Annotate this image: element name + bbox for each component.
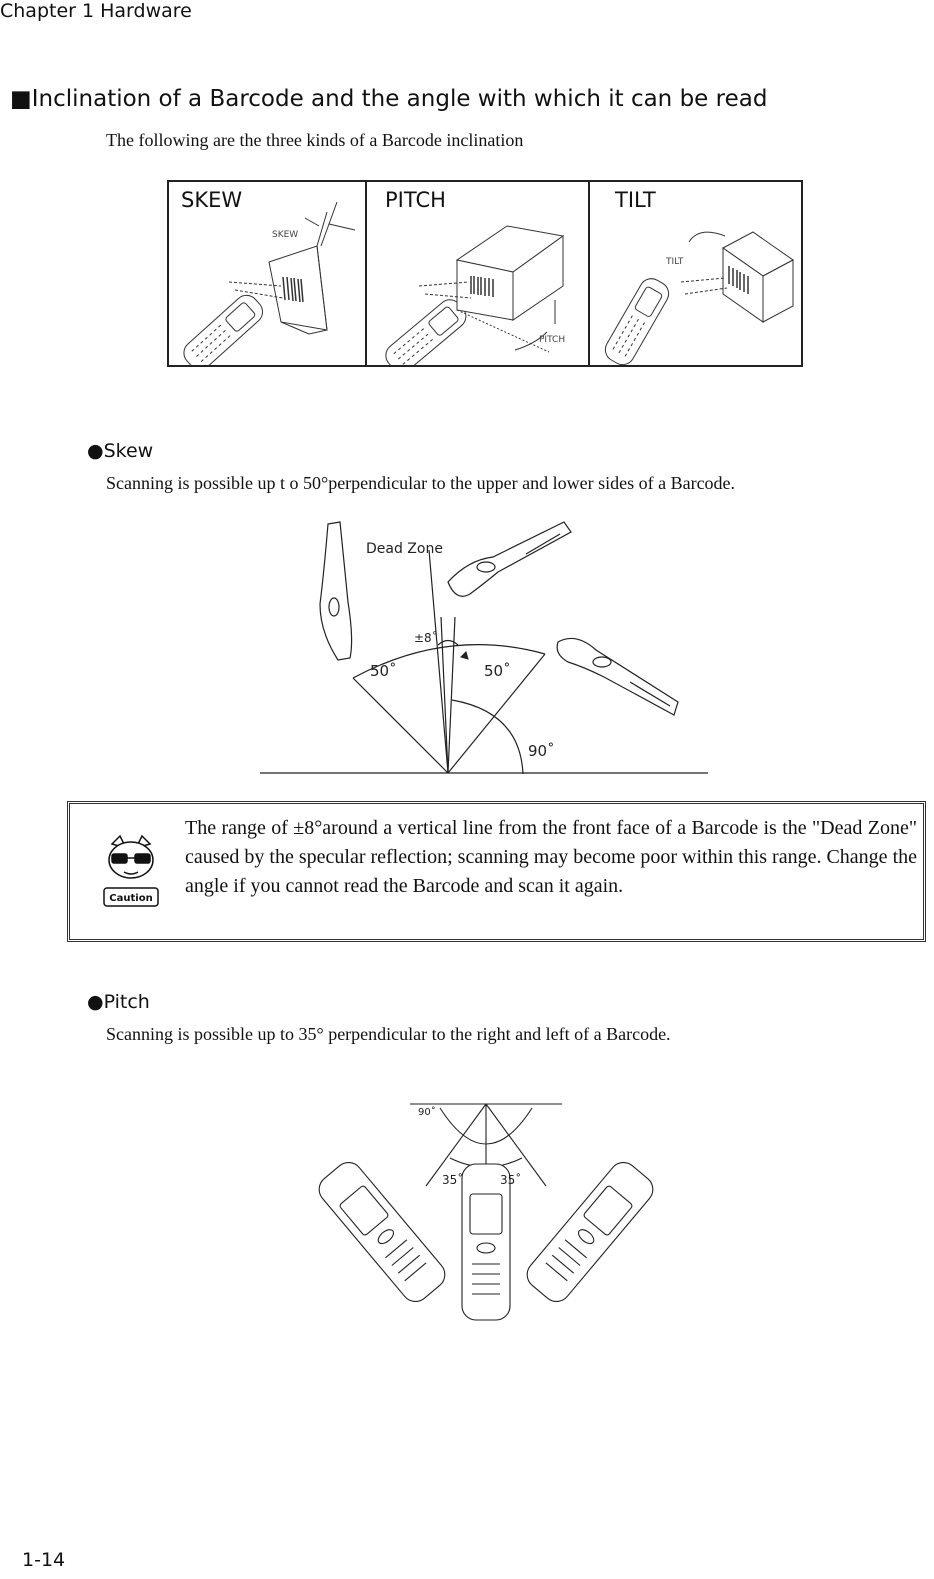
plus-minus-label: ±8˚ (414, 631, 438, 645)
arrow-head-icon (461, 652, 468, 659)
chapter-header: Chapter 1 Hardware (0, 0, 192, 22)
scanner-left-icon (313, 1157, 450, 1307)
caution-badge-label: Caution (109, 893, 153, 904)
skew-drawing (179, 202, 355, 365)
pitch-heading: ●Pitch (87, 991, 150, 1013)
caution-box (67, 801, 926, 942)
scanner-center-icon (462, 1164, 510, 1320)
tilt-panel-label: TILT (615, 188, 656, 212)
ninety-angle-label: 90˚ (528, 742, 555, 760)
caution-cat-icon (100, 834, 162, 914)
pitch-angle-figure (310, 1098, 666, 1330)
pitch-drawing (381, 226, 565, 365)
skew-angle-figure (258, 512, 710, 778)
right-angle-arc (452, 700, 523, 774)
page-number: 1-14 (22, 1549, 66, 1571)
scanner-top-right-icon (448, 522, 571, 596)
intro-text: The following are the three kinds of a Barcode inclination (106, 130, 524, 150)
left-limit-line (353, 678, 448, 773)
tilt-small-label: TILT (666, 257, 684, 267)
pitch-panel-label: PITCH (385, 188, 446, 212)
section-title: ■Inclination of a Barcode and the angle with which it can be read (10, 86, 768, 112)
skew-panel-label: SKEW (181, 188, 243, 212)
right-angle-label: 50˚ (484, 662, 511, 680)
left-angle-label: 50˚ (370, 662, 397, 680)
scanner-right-icon (521, 1157, 658, 1307)
right-angle-label: 35˚ (500, 1173, 522, 1187)
caution-text: The range of ±8°around a vertical line from the front face of a Barcode is the "Dead Zone" caused by the specular reflection; scanning may become poor within this range. Change the angle if you cannot read the Barcode and scan it again. (185, 817, 917, 897)
scanner-left-icon (320, 522, 352, 660)
handheld-scanner-icon (179, 290, 267, 365)
left-angle-label: 35˚ (442, 1173, 464, 1187)
skew-small-label: SKEW (272, 230, 299, 240)
dead-zone-label: Dead Zone (366, 541, 443, 557)
tilt-drawing (601, 232, 793, 365)
pitch-small-label: PITCH (539, 335, 566, 345)
dead-zone-arc (438, 641, 458, 646)
scanner-bottom-right-icon (557, 638, 678, 715)
skew-heading: ●Skew (87, 440, 154, 462)
pitch-text: Scanning is possible up to 35° perpendicular to the right and left of a Barcode. (106, 1024, 671, 1044)
inclination-drawings (169, 182, 801, 365)
dead-zone-line (429, 550, 448, 773)
handheld-scanner-icon (601, 274, 673, 365)
skew-text: Scanning is possible up t o 50°perpendicular to the upper and lower sides of a Barcode. (106, 473, 736, 493)
ninety-angle-label: 90˚ (418, 1107, 436, 1118)
inclination-figure (167, 180, 803, 367)
